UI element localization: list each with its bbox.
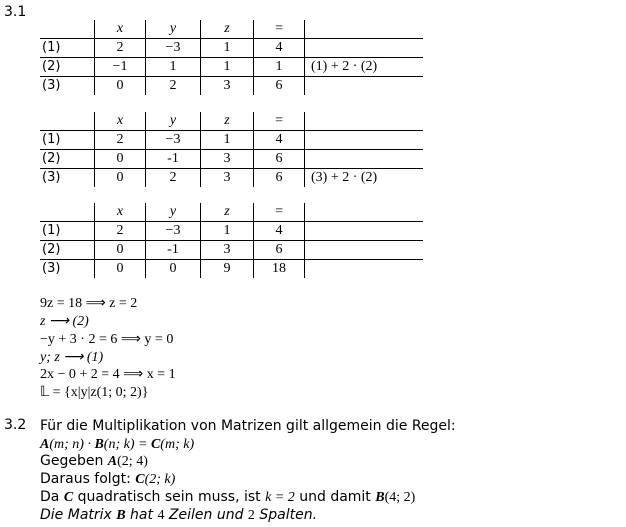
row-label: (1) [40,131,95,150]
cell: 2 [95,39,146,58]
column-header: = [254,112,305,131]
section-number-3-1: 3.1 [4,4,27,20]
cell: 0 [95,260,146,279]
square-line [40,488,415,507]
text: Daraus folgt: [40,471,136,487]
cell: −3 [146,222,201,241]
row-operation [305,77,424,96]
table-header [40,203,423,222]
text: Gegeben [40,453,108,469]
row-label: (3) [40,77,95,96]
dims: (2; k) [144,472,176,487]
cell: 1 [254,58,305,77]
k-value: k = 2 [265,490,295,505]
cell: 2 [146,77,201,96]
gauss-table [40,203,423,278]
table-row [40,58,423,77]
cell: 6 [254,241,305,260]
row-label: (1) [40,222,95,241]
follows-line [40,470,175,489]
cell: 4 [254,222,305,241]
section-number-3-2: 3.2 [4,417,27,433]
text: Spalten. [254,507,318,523]
row-operation [305,131,424,150]
rule-text: Für die Multiplikation von Matrizen gilt allgemein die Regel: [40,418,456,434]
step: 2x − 0 + 2 = 4 ⟹ x = 1 [40,367,176,382]
table-row [40,77,423,96]
step: y; z ⟶ (1) [40,350,104,365]
cell: 6 [254,150,305,169]
row-operation [305,241,424,260]
cell: −3 [146,39,201,58]
cell: 0 [95,77,146,96]
row-operation [305,260,424,279]
row-operation: (3) + 2 · (2) [305,169,424,188]
row-label: (3) [40,260,95,279]
dims: (m; k) [160,437,195,452]
matrix-a: A [40,437,50,452]
cell: 4 [254,131,305,150]
cell: 1 [146,58,201,77]
table-row [40,241,423,260]
column-header: = [254,203,305,222]
cell: 2 [146,169,201,188]
cell: −3 [146,131,201,150]
column-header: y [146,20,201,39]
column-header: x [95,112,146,131]
row-operation: (1) + 2 · (2) [305,58,424,77]
row-label: (1) [40,39,95,58]
text: Die Matrix [40,507,117,523]
step: z ⟶ (2) [40,314,89,329]
cell: 0 [146,260,201,279]
row-label: (2) [40,150,95,169]
cell: 0 [95,169,146,188]
cell: 6 [254,169,305,188]
cell: 9 [201,260,254,279]
text: quadratisch sein muss, ist [73,489,266,505]
cell: 3 [201,169,254,188]
column-header: z [201,112,254,131]
column-header: z [201,20,254,39]
cell: -1 [146,150,201,169]
matrix-b: B [94,437,104,452]
table-row [40,39,423,58]
row-label: (3) [40,169,95,188]
rows-count: 4 [157,508,165,523]
text: Zeilen und [164,507,248,523]
column-header: y [146,112,201,131]
cell: 2 [95,131,146,150]
matrix-a: A [107,454,118,469]
matrix-c: C [63,490,74,505]
cell: -1 [146,241,201,260]
text: Da [40,489,64,505]
dims: (2; 4) [117,454,148,469]
cell: 6 [254,77,305,96]
given-line [40,452,148,471]
cell: 1 [201,222,254,241]
column-header: y [146,203,201,222]
text: und damit [294,489,376,505]
step: 9z = 18 ⟹ z = 2 [40,296,138,311]
row-label: (2) [40,241,95,260]
cell: 3 [201,241,254,260]
cell: 4 [254,39,305,58]
dims: (4; 2) [384,490,416,505]
cell: 1 [201,39,254,58]
row-label: (2) [40,58,95,77]
column-header: = [254,20,305,39]
step: 𝕃 = {x|y|z(1; 0; 2)} [40,385,149,400]
matrix-b: B [375,490,385,505]
text: hat [125,507,158,523]
row-operation [305,39,424,58]
table-row [40,150,423,169]
column-header: z [201,203,254,222]
cell: 18 [254,260,305,279]
cell: 1 [201,58,254,77]
table-row [40,222,423,241]
matrix-c: C [135,472,145,487]
cell: 0 [95,241,146,260]
cell: 3 [201,77,254,96]
table-header [40,20,423,39]
gauss-table [40,112,423,187]
cols-count: 2 [247,508,255,523]
conclusion-line [40,506,317,525]
matrix-b: B [116,508,126,523]
cell: 2 [95,222,146,241]
row-operation [305,222,424,241]
dims: (n; k) = [103,437,151,452]
table-row [40,131,423,150]
step: −y + 3 · 2 = 6 ⟹ y = 0 [40,332,174,347]
cell: 1 [201,131,254,150]
table-row [40,260,423,279]
cell: −1 [95,58,146,77]
column-header: x [95,203,146,222]
matrix-c: C [150,437,161,452]
column-header: x [95,20,146,39]
cell: 0 [95,150,146,169]
row-operation [305,150,424,169]
table-row [40,169,423,188]
cell: 3 [201,150,254,169]
gauss-table [40,20,423,95]
dims: (m; n) · [49,437,95,452]
table-header [40,112,423,131]
